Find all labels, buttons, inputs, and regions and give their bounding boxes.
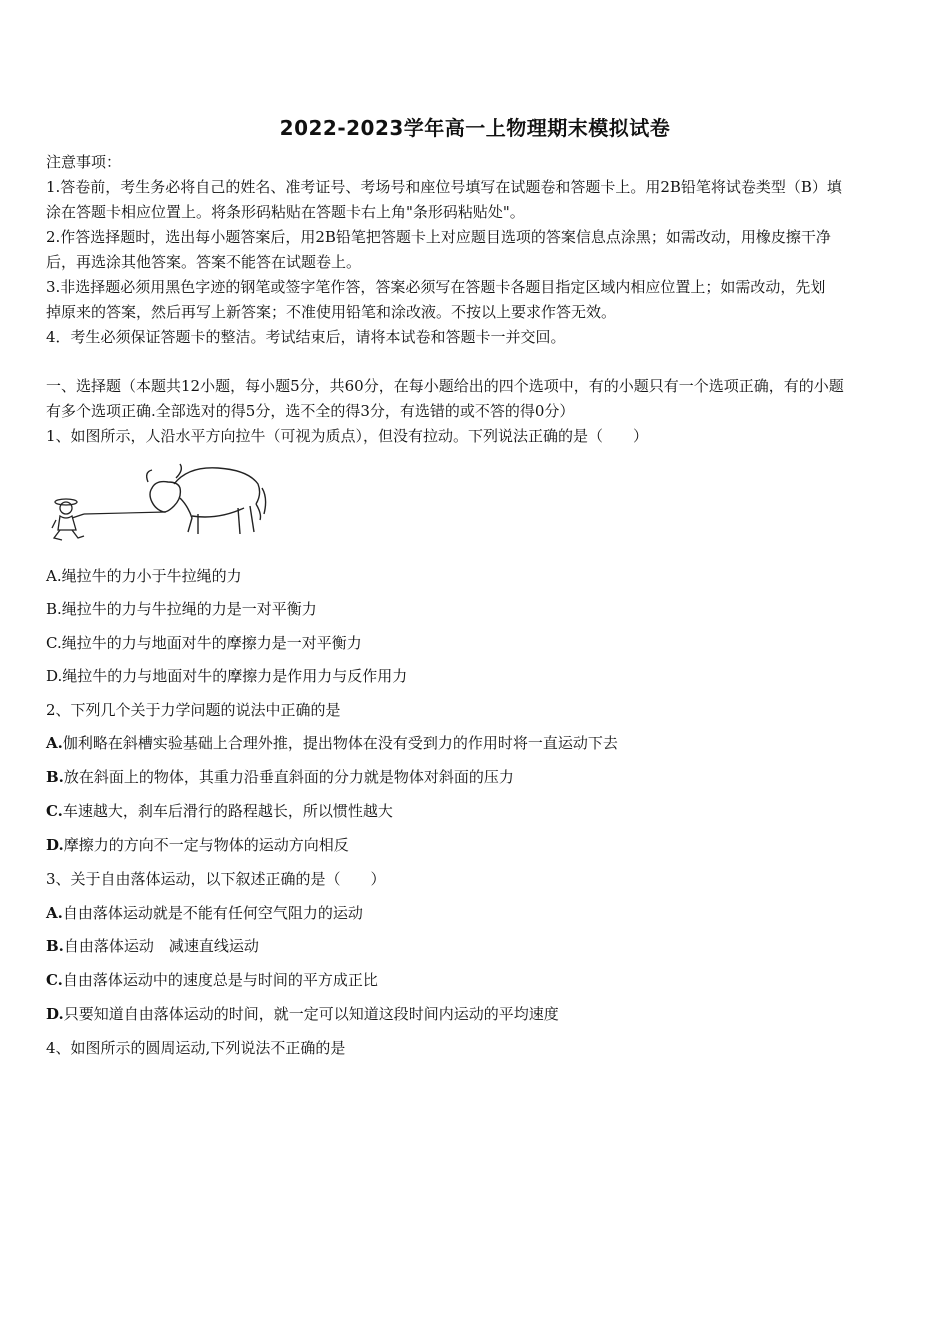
notice-line: 2.作答选择题时，选出每小题答案后，用2B铅笔把答题卡上对应题目选项的答案信息点涂黑；如需改动，用橡皮擦干净	[46, 228, 831, 246]
notice-line: 掉原来的答案，然后再写上新答案；不准使用铅笔和涂改液。不按以上要求作答无效。	[46, 303, 617, 321]
question-1-stem: 1、如图所示，人沿水平方向拉牛（可视为质点），但没有拉动。下列说法正确的是（ ）	[46, 427, 649, 445]
notice-line: 3.非选择题必须用黑色字迹的钢笔或签字笔作答，答案必须写在答题卡各题目指定区域内相应位置上；如需改动，先划	[46, 278, 826, 296]
question-3-option-c: C.自由落体运动中的速度总是与时间的平方成正比	[46, 971, 378, 989]
section-instructions: 有多个选项正确.全部选对的得5分，选不全的得3分，有选错的或不答的得0分）	[46, 402, 575, 420]
notice-line: 涂在答题卡相应位置上。将条形码粘贴在答题卡右上角"条形码粘贴处"。	[46, 203, 525, 221]
notice-heading: 注意事项：	[46, 153, 122, 171]
person-pulling-ox-illustration	[48, 458, 270, 550]
question-2-option-b: B.放在斜面上的物体，其重力沿垂直斜面的分力就是物体对斜面的压力	[46, 768, 514, 786]
notice-line: 4．考生必须保证答题卡的整洁。考试结束后，请将本试卷和答题卡一并交回。	[46, 328, 566, 346]
question-1-option-a: A.绳拉牛的力小于牛拉绳的力	[46, 567, 242, 585]
notice-line: 后，再选涂其他答案。答案不能答在试题卷上。	[46, 253, 362, 271]
rope-line	[84, 512, 166, 514]
question-3-option-a: A.自由落体运动就是不能有任何空气阻力的运动	[46, 904, 363, 922]
question-3-stem: 3、关于自由落体运动，以下叙述正确的是（ ）	[46, 870, 386, 888]
question-4-stem: 4、如图所示的圆周运动,下列说法不正确的是	[46, 1039, 346, 1057]
question-2-stem: 2、下列几个关于力学问题的说法中正确的是	[46, 701, 341, 719]
question-2-option-d: D.摩擦力的方向不一定与物体的运动方向相反	[46, 836, 349, 854]
question-1-option-c: C.绳拉牛的力与地面对牛的摩擦力是一对平衡力	[46, 634, 362, 652]
question-1-option-b: B.绳拉牛的力与牛拉绳的力是一对平衡力	[46, 600, 317, 618]
section-instructions: 一、选择题（本题共12小题，每小题5分，共60分，在每小题给出的四个选项中，有的小题只有一个选项正确，有的小题	[46, 377, 844, 395]
notice-line: 1.答卷前，考生务必将自己的姓名、准考证号、考场号和座位号填写在试题卷和答题卡上。用2B铅笔将试卷类型（B）填	[46, 178, 842, 196]
question-2-option-a: A.伽利略在斜槽实验基础上合理外推，提出物体在没有受到力的作用时将一直运动下去	[46, 734, 618, 752]
page-title: 2022-2023学年高一上物理期末模拟试卷	[279, 116, 671, 140]
question-1-option-d: D.绳拉牛的力与地面对牛的摩擦力是作用力与反作用力	[46, 667, 408, 685]
person-icon	[52, 499, 84, 540]
ox-icon	[147, 464, 266, 534]
question-2-option-c: C.车速越大，刹车后滑行的路程越长，所以惯性越大	[46, 802, 393, 820]
question-3-option-b: B.自由落体运动 减速直线运动	[46, 937, 259, 955]
question-3-option-d: D.只要知道自由落体运动的时间，就一定可以知道这段时间内运动的平均速度	[46, 1005, 559, 1023]
